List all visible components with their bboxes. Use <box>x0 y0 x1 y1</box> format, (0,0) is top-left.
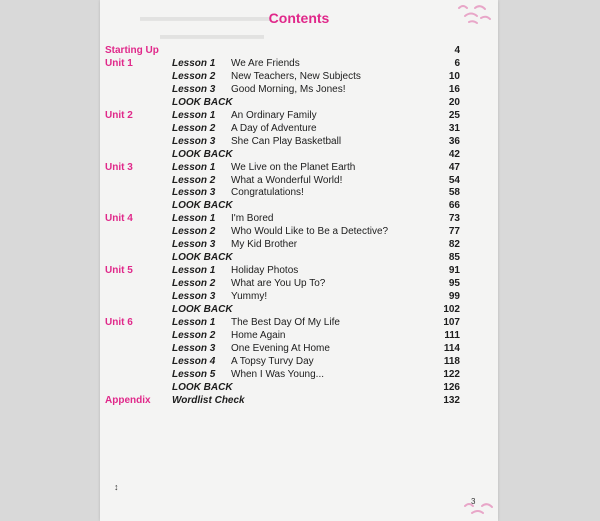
page-number-label: 54 <box>448 174 460 186</box>
page-number-label: 114 <box>443 342 460 354</box>
toc-row <box>100 394 498 407</box>
page-number-label: 82 <box>448 239 460 251</box>
page-number-label: 4 <box>454 45 460 56</box>
lesson-title: Good Morning, Ms Jones! <box>231 83 346 95</box>
lesson-title: Congratulations! <box>231 187 304 199</box>
toc-row <box>100 161 498 174</box>
toc-row <box>100 264 498 277</box>
lesson-title: The Best Day Of My Life <box>231 316 340 328</box>
toc-row <box>100 316 498 329</box>
lesson-label: LOOK BACK <box>172 96 233 108</box>
page-number-label: 107 <box>443 316 460 328</box>
lesson-label: Lesson 1 <box>172 265 216 277</box>
lesson-label: Lesson 3 <box>172 135 216 147</box>
page-number-label: 20 <box>448 96 460 108</box>
toc-row <box>100 329 498 342</box>
lesson-title: What a Wonderful World! <box>231 174 343 186</box>
toc-row <box>100 355 498 368</box>
lesson-title: Yummy! <box>231 291 268 303</box>
page-number-label: 10 <box>448 70 460 82</box>
lesson-title: A Topsy Turvy Day <box>231 355 314 367</box>
lesson-title: Who Would Like to Be a Detective? <box>231 226 389 238</box>
toc-row <box>100 368 498 381</box>
lesson-title: New Teachers, New Subjects <box>231 70 361 82</box>
toc-row <box>100 342 498 355</box>
margin-mark: ↕ <box>114 482 119 492</box>
page-number-label: 66 <box>448 200 460 212</box>
lesson-label: Lesson 1 <box>172 57 216 69</box>
toc-row <box>100 44 498 57</box>
toc-row <box>100 186 498 199</box>
page-number-label: 122 <box>443 368 460 380</box>
lesson-label: Lesson 2 <box>172 329 216 341</box>
toc-row <box>100 238 498 251</box>
lesson-title: My Kid Brother <box>231 239 298 251</box>
lesson-label: Lesson 3 <box>172 187 216 199</box>
page-number-label: 47 <box>448 161 460 173</box>
toc-row <box>100 290 498 303</box>
lesson-title: A Day of Adventure <box>231 122 317 134</box>
toc-row <box>100 135 498 148</box>
page-number-label: 118 <box>443 355 460 367</box>
toc-row <box>100 174 498 187</box>
lesson-label: Lesson 1 <box>172 109 216 121</box>
page-number-label: 85 <box>448 252 460 264</box>
toc-row <box>100 225 498 238</box>
page-number-label: 126 <box>443 381 460 393</box>
lesson-label: Lesson 2 <box>172 174 216 186</box>
handprint-icon <box>462 500 496 520</box>
lesson-label: LOOK BACK <box>172 148 233 160</box>
unit-label: Appendix <box>105 394 151 406</box>
lesson-title: She Can Play Basketball <box>231 135 342 147</box>
page-number-label: 77 <box>448 226 460 238</box>
lesson-label: LOOK BACK <box>172 381 233 393</box>
toc-row <box>100 83 498 96</box>
lesson-label: LOOK BACK <box>172 304 233 315</box>
lesson-label: Lesson 1 <box>172 213 216 225</box>
toc-row <box>100 96 498 109</box>
page-number-label: 99 <box>448 291 460 303</box>
lesson-title: What are You Up To? <box>231 278 326 290</box>
lesson-label: Lesson 2 <box>172 226 216 238</box>
page-number-label: 42 <box>448 148 460 160</box>
lesson-title: When I Was Young... <box>231 368 325 380</box>
lesson-title: Holiday Photos <box>231 265 299 277</box>
lesson-label: Lesson 3 <box>172 291 216 303</box>
page-number-label: 102 <box>443 304 460 315</box>
lesson-label: Lesson 2 <box>172 122 216 134</box>
page-number-label: 31 <box>448 122 460 134</box>
toc-row <box>100 199 498 212</box>
lesson-label: Lesson 1 <box>172 161 216 173</box>
lesson-label: Lesson 5 <box>172 368 216 380</box>
toc-row <box>100 122 498 135</box>
toc-row <box>100 381 498 394</box>
toc-row <box>100 148 498 161</box>
lesson-title: An Ordinary Family <box>231 109 317 121</box>
page-number-label: 91 <box>448 265 460 277</box>
toc-row <box>100 251 498 264</box>
lesson-title: We Are Friends <box>231 57 300 69</box>
lesson-label: Lesson 1 <box>172 316 216 328</box>
page-number-label: 16 <box>448 83 460 95</box>
unit-label: Starting Up <box>105 45 159 56</box>
page-number-label: 111 <box>444 329 460 341</box>
unit-label: Unit 6 <box>105 316 133 328</box>
page-number-label: 95 <box>448 278 460 290</box>
lesson-title: I'm Bored <box>231 213 274 225</box>
page-number: 3 <box>471 497 476 506</box>
page-number-label: 73 <box>448 213 460 225</box>
page-number-label: 25 <box>448 109 460 121</box>
lesson-label: Lesson 2 <box>172 70 216 82</box>
page-number-label: 132 <box>443 394 460 406</box>
toc-row <box>100 57 498 70</box>
lesson-label: LOOK BACK <box>172 252 233 264</box>
toc-row <box>100 277 498 290</box>
lesson-label: Lesson 3 <box>172 342 216 354</box>
page-title: Contents <box>268 10 330 26</box>
lesson-title: One Evening At Home <box>231 342 330 354</box>
unit-label: Unit 5 <box>105 265 133 277</box>
lesson-label: Lesson 3 <box>172 239 216 251</box>
show-through-decoration: ▬▬▬▬▬▬▬▬▬▬ <box>140 14 270 29</box>
lesson-label: Lesson 4 <box>172 355 216 367</box>
page-number-label: 6 <box>454 57 460 69</box>
lesson-label: Lesson 3 <box>172 83 216 95</box>
lesson-title: Home Again <box>231 329 286 341</box>
unit-label: Unit 3 <box>105 161 133 173</box>
show-through-decoration: ▬▬▬▬▬▬▬▬ <box>160 32 264 47</box>
toc-row <box>100 212 498 225</box>
toc-row <box>100 109 498 122</box>
unit-label: Unit 1 <box>105 57 133 69</box>
lesson-label: LOOK BACK <box>172 200 233 212</box>
page-number-label: 36 <box>448 135 460 147</box>
lesson-label: Wordlist Check <box>172 394 245 406</box>
lesson-title: We Live on the Planet Earth <box>231 161 356 173</box>
contents-page <box>100 0 498 521</box>
toc-row <box>100 70 498 83</box>
unit-label: Unit 2 <box>105 109 133 121</box>
page-number-label: 58 <box>448 187 460 199</box>
unit-label: Unit 4 <box>105 213 133 225</box>
lesson-label: Lesson 2 <box>172 278 216 290</box>
toc-row <box>100 303 498 316</box>
